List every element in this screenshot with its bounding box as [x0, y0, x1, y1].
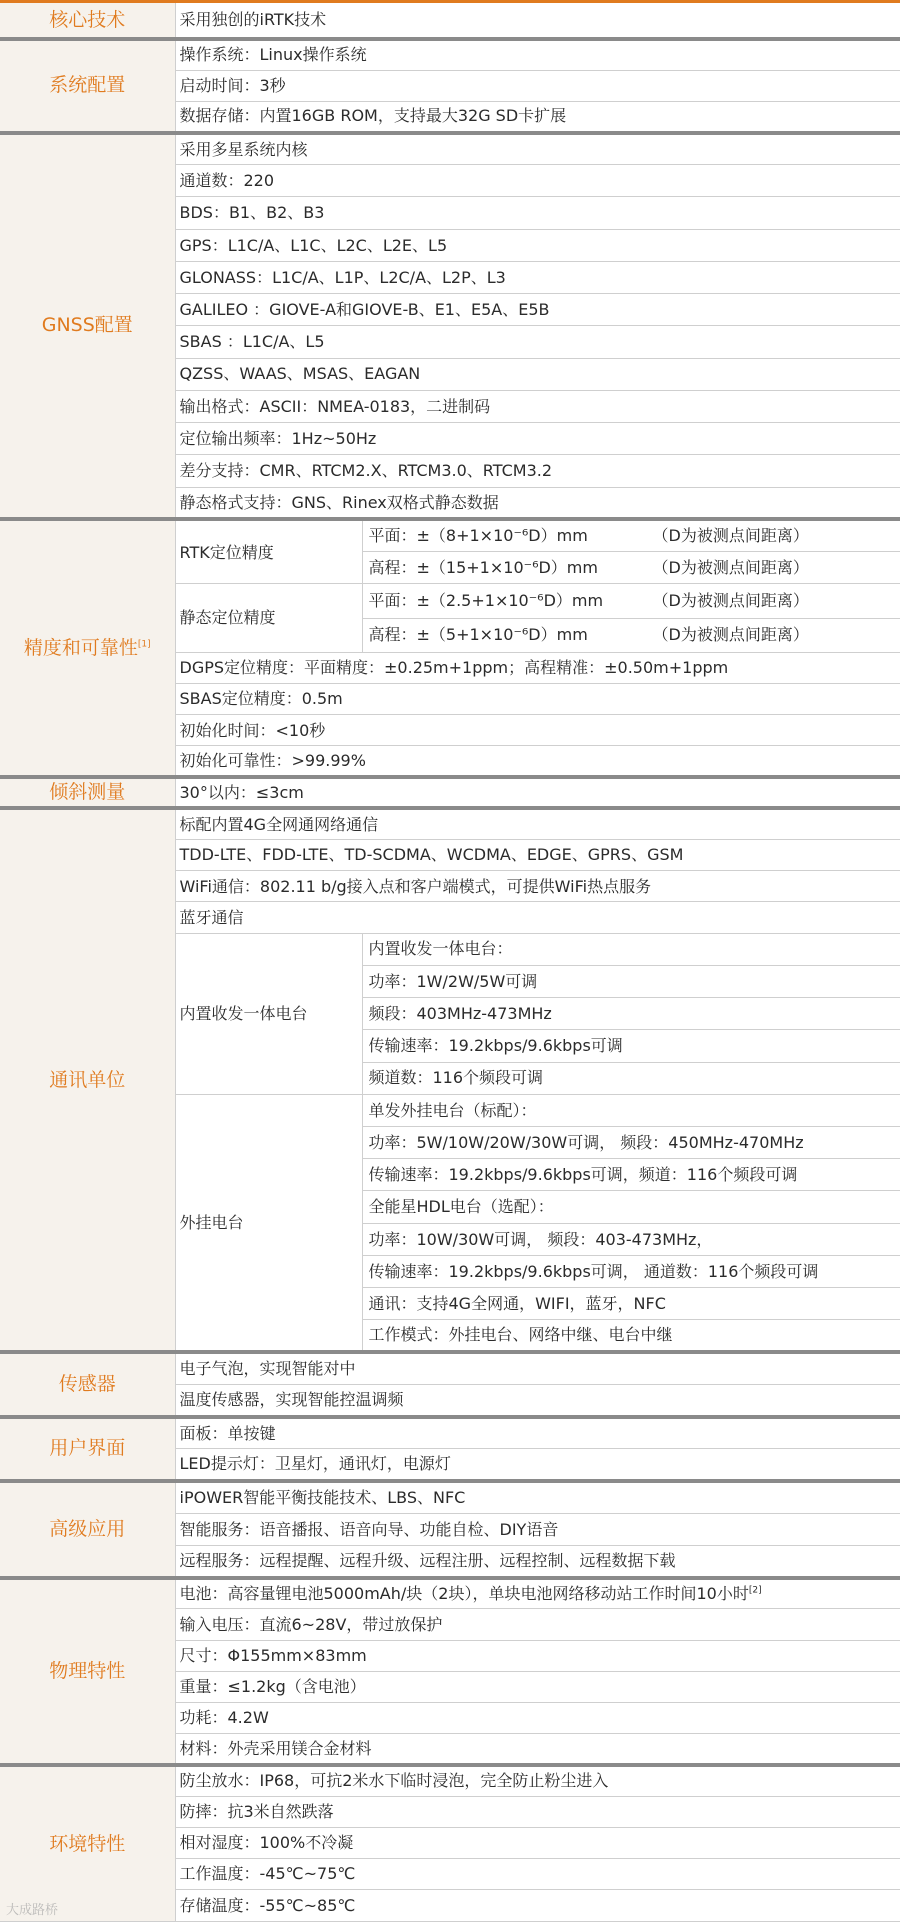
- spec-cell: 频段：403MHz-473MHz: [362, 998, 900, 1030]
- spec-cell: 内置收发一体电台：: [362, 933, 900, 965]
- rtk-plane-cell: [362, 519, 900, 551]
- spec-cell: 启动时间：3秒: [175, 70, 900, 101]
- rtk-height: 高程：±（15+1×10⁻⁶D）mm: [368, 557, 598, 577]
- spec-cell: 定位输出频率：1Hz~50Hz: [175, 423, 900, 455]
- static-height: 高程：±（5+1×10⁻⁶D）mm: [368, 625, 588, 645]
- env-row: [0, 1765, 900, 1796]
- precision-row: [0, 519, 900, 551]
- spec-cell: 功耗：4.2W: [175, 1703, 900, 1734]
- spec-cell: 尺寸：Φ155mm×83mm: [175, 1640, 900, 1671]
- spec-cell: 传输速率：19.2kbps/9.6kbps可调， 通道数：116个频段可调: [362, 1255, 900, 1287]
- spec-cell: 智能服务：语音播报、语音向导、功能自检、DIY语音: [175, 1513, 900, 1545]
- static-plane: 平面：±（2.5+1×10⁻⁶D）mm: [368, 591, 604, 611]
- static-height-note: （D为被测点间距离）: [652, 625, 809, 645]
- spec-cell: 防尘放水：IP68，可抗2米水下临时浸泡，完全防止粉尘进入: [175, 1765, 900, 1796]
- spec-cell: BDS：B1、B2、B3: [175, 197, 900, 229]
- battery-spec: 电池：高容量锂电池5000mAh/块（2块），单块电池网络移动站工作时间10小时: [179, 1584, 749, 1604]
- spec-cell: 电子气泡，实现智能对中: [175, 1352, 900, 1384]
- spec-cell: 功率：5W/10W/20W/30W可调， 频段：450MHz-470MHz: [362, 1127, 900, 1159]
- spec-cell: 面板：单按键: [175, 1417, 900, 1449]
- spec-cell: 相对湿度：100%不冷凝: [175, 1827, 900, 1858]
- spec-cell: 差分支持：CMR、RTCM2.X、RTCM3.0、RTCM3.2: [175, 455, 900, 487]
- spec-cell: SBAS定位精度：0.5m: [175, 684, 900, 715]
- spec-cell: 材料：外壳采用镁合金材料: [175, 1734, 900, 1765]
- system-row: [0, 39, 900, 70]
- spec-cell: 标配内置4G全网通网络通信: [175, 808, 900, 839]
- category-comm: 通讯单位: [0, 808, 175, 1352]
- category-tilt: 倾斜测量: [0, 777, 175, 808]
- static-height-cell: [362, 618, 900, 652]
- spec-cell: 采用多星系统内核: [175, 133, 900, 165]
- spec-cell: 蓝牙通信: [175, 902, 900, 933]
- category-system: 系统配置: [0, 39, 175, 133]
- rtk-plane-note: （D为被测点间距离）: [652, 526, 809, 546]
- category-sensor: 传感器: [0, 1352, 175, 1416]
- static-plane-cell: [362, 584, 900, 618]
- spec-cell: iPOWER智能平衡技能技术、LBS、NFC: [175, 1481, 900, 1513]
- spec-cell: 输出格式：ASCII：NMEA-0183，二进制码: [175, 390, 900, 422]
- spec-cell: 采用独创的iRTK技术: [175, 2, 900, 39]
- spec-cell: 操作系统：Linux操作系统: [175, 39, 900, 70]
- battery-cell: [175, 1578, 900, 1609]
- spec-cell: 30°以内：≤3cm: [175, 777, 900, 808]
- category-ui: 用户界面: [0, 1417, 175, 1481]
- spec-cell: TDD-LTE、FDD-LTE、TD-SCDMA、WCDMA、EDGE、GPRS、GSM: [175, 840, 900, 871]
- physical-row: [0, 1578, 900, 1609]
- spec-cell: 传输速率：19.2kbps/9.6kbps可调，频道：116个频段可调: [362, 1159, 900, 1191]
- rtk-plane: 平面：±（8+1×10⁻⁶D）mm: [368, 526, 588, 546]
- spec-cell: SBAS ：L1C/A、L5: [175, 326, 900, 358]
- spec-cell: GALILEO ：GIOVE-A和GIOVE-B、E1、E5A、E5B: [175, 294, 900, 326]
- spec-cell: 静态格式支持：GNS、Rinex双格式静态数据: [175, 487, 900, 519]
- sensor-row: [0, 1352, 900, 1384]
- spec-cell: 初始化可靠性：>99.99%: [175, 746, 900, 777]
- footnote-2: [2]: [748, 1586, 762, 1596]
- spec-cell: 工作温度：-45℃~75℃: [175, 1858, 900, 1889]
- spec-cell: LED提示灯：卫星灯，通讯灯，电源灯: [175, 1449, 900, 1481]
- spec-cell: 通讯：支持4G全网通，WIFI，蓝牙，NFC: [362, 1288, 900, 1320]
- spec-cell: DGPS定位精度：平面精度：±0.25m+1ppm；高程精准：±0.50m+1ppm: [175, 652, 900, 683]
- gnss-row: [0, 133, 900, 165]
- spec-cell: 通道数：220: [175, 165, 900, 197]
- spec-cell: 传输速率：19.2kbps/9.6kbps可调: [362, 1030, 900, 1062]
- category-physical: 物理特性: [0, 1578, 175, 1765]
- spec-cell: 工作模式：外挂电台、网络中继、电台中继: [362, 1320, 900, 1352]
- rtk-precision-label: RTK定位精度: [175, 519, 362, 583]
- internal-radio-label: 内置收发一体电台: [175, 933, 362, 1094]
- category-precision: [0, 519, 175, 777]
- rtk-height-note: （D为被测点间距离）: [652, 557, 809, 577]
- spec-cell: 温度传感器，实现智能控温调频: [175, 1384, 900, 1416]
- spec-cell: GPS：L1C/A、L1C、L2C、L2E、L5: [175, 229, 900, 261]
- tilt-row: [0, 777, 900, 808]
- spec-cell: 存储温度：-55℃~85℃: [175, 1890, 900, 1922]
- spec-cell: QZSS、WAAS、MSAS、EAGAN: [175, 358, 900, 390]
- spec-cell: 全能星HDL电台（选配）：: [362, 1191, 900, 1223]
- category-core: 核心技术: [0, 2, 175, 39]
- spec-cell: 重量：≤1.2kg（含电池）: [175, 1671, 900, 1702]
- ui-row: [0, 1417, 900, 1449]
- static-plane-note: （D为被测点间距离）: [652, 591, 809, 611]
- external-radio-label: 外挂电台: [175, 1094, 362, 1352]
- static-precision-label: 静态定位精度: [175, 584, 362, 653]
- category-advanced: 高级应用: [0, 1481, 175, 1578]
- spec-cell: 防摔：抗3米自然跌落: [175, 1796, 900, 1827]
- category-precision-label: 精度和可靠性: [23, 636, 138, 659]
- rtk-height-cell: [362, 552, 900, 584]
- spec-cell: 输入电压：直流6~28V，带过放保护: [175, 1609, 900, 1640]
- watermark: 大成路桥: [6, 1903, 59, 1918]
- comm-row: [0, 808, 900, 839]
- category-env: 环境特性: [0, 1765, 175, 1922]
- spec-cell: 数据存储：内置16GB ROM，支持最大32G SD卡扩展: [175, 101, 900, 132]
- spec-cell: 初始化时间：<10秒: [175, 715, 900, 746]
- core-row: [0, 2, 900, 39]
- advanced-row: [0, 1481, 900, 1513]
- spec-cell: 频道数：116个频段可调: [362, 1062, 900, 1094]
- category-gnss: GNSS配置: [0, 133, 175, 520]
- spec-cell: 单发外挂电台（标配）：: [362, 1094, 900, 1126]
- spec-cell: 功率：1W/2W/5W可调: [362, 965, 900, 997]
- spec-cell: GLONASS：L1C/A、L1P、L2C/A、L2P、L3: [175, 261, 900, 293]
- footnote-1: [1]: [137, 639, 151, 650]
- spec-cell: 远程服务：远程提醒、远程升级、远程注册、远程控制、远程数据下载: [175, 1546, 900, 1578]
- spec-cell: 功率：10W/30W可调， 频段：403-473MHz，: [362, 1223, 900, 1255]
- spec-cell: WiFi通信：802.11 b/g接入点和客户端模式，可提供WiFi热点服务: [175, 871, 900, 902]
